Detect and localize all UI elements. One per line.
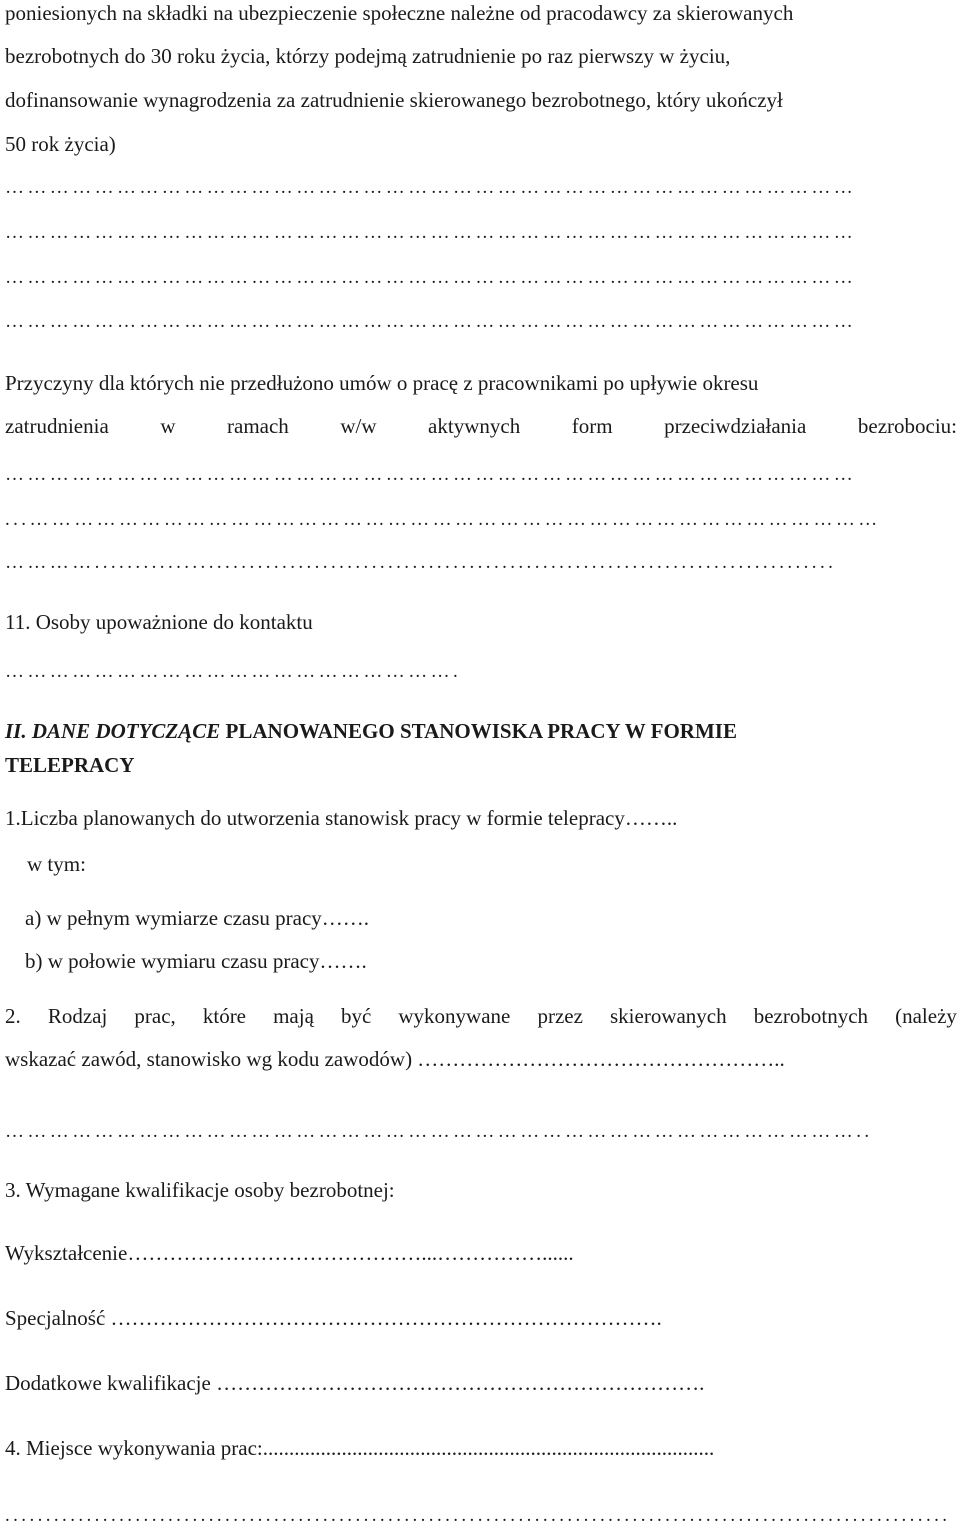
item-3: 3. Wymagane kwalifikacje osoby bezrobotnej: — [5, 1178, 395, 1202]
dotted-line-9: …………………………………………………………………………………………………….. — [5, 1122, 873, 1142]
reasons-word: przeciwdziałania — [664, 414, 807, 438]
section-2-heading-line-2: TELEPRACY — [5, 753, 135, 777]
item-2-word: przez — [537, 1004, 583, 1028]
reasons-word: w/w — [340, 414, 377, 438]
item-2-word: które — [202, 1004, 247, 1028]
item-1-a: a) w pełnym wymiarze czasu pracy……. — [25, 906, 370, 930]
dotted-line-10: .................................................................................................................... — [5, 1506, 951, 1526]
intro-line-4: 50 rok życia) — [5, 132, 116, 156]
dotted-line-2: …………………………………………………………………………………………………… — [5, 223, 857, 243]
intro-line-3: dofinansowanie wynagrodzenia za zatrudnienie skierowanego bezrobotnego, który ukończył — [5, 88, 783, 112]
item-1-wtym: w tym: — [27, 852, 86, 876]
intro-line-2: bezrobotnych do 30 roku życia, którzy podejmą zatrudnienie po raz pierwszy w życiu, — [5, 44, 731, 68]
reasons-word: zatrudnienia — [5, 414, 109, 438]
dotted-line-7: …………........................................................................................... — [5, 553, 837, 573]
reasons-word: form — [571, 414, 613, 438]
dotted-line-5: …………………………………………………………………………………………………… — [5, 465, 857, 485]
intro-line-1: poniesionych na składki na ubezpieczenie społeczne należne od pracodawcy za skierowanych — [5, 1, 794, 25]
item-3-additional: Dodatkowe kwalifikacje ……………………………………………………………. — [5, 1371, 705, 1395]
item-1-b: b) w połowie wymiaru czasu pracy……. — [25, 949, 367, 973]
dotted-line-4: …………………………………………………………………………………………………… — [5, 312, 857, 332]
item-2-word: bezrobotnych — [753, 1004, 869, 1028]
item-2-line-1 — [5, 1003, 957, 1029]
item-2-word: (należy — [895, 1004, 957, 1028]
dotted-line-3: …………………………………………………………………………………………………… — [5, 268, 857, 288]
item-2-word: wykonywane — [398, 1004, 511, 1028]
reasons-line-2 — [5, 413, 957, 439]
item-2-word: skierowanych — [610, 1004, 727, 1028]
section-11-label: 11. Osoby upoważnione do kontaktu — [5, 610, 313, 634]
dotted-line-6: ...…………………………………………………………………………………………………… — [5, 510, 881, 530]
item-2-word: mają — [273, 1004, 314, 1028]
item-2-word: 2. — [5, 1004, 21, 1028]
reasons-word: aktywnych — [428, 414, 521, 438]
dotted-line-1: …………………………………………………………………………………………………… — [5, 178, 857, 198]
dotted-line-8: ……………………………………………………. — [5, 662, 462, 682]
item-4: 4. Miejsce wykonywania prac:...................................................................................... — [5, 1436, 715, 1460]
reasons-word: w — [160, 414, 176, 438]
item-3-specialty: Specjalność ……………………………………………………………………. — [5, 1306, 662, 1330]
item-3-education: Wykształcenie……………………………………...……………...... — [5, 1241, 574, 1265]
section-2-heading — [5, 716, 737, 746]
reasons-word: bezrobociu: — [857, 414, 957, 438]
section-2-heading-rest: PLANOWANEGO STANOWISKA PRACY W FORMIE — [220, 719, 737, 743]
item-1: 1.Liczba planowanych do utworzenia stanowisk pracy w formie telepracy…….. — [5, 806, 678, 830]
item-2-line-2: wskazać zawód, stanowisko wg kodu zawodów) …………………………………………….. — [5, 1047, 785, 1071]
item-2-word: prac, — [134, 1004, 176, 1028]
item-2-word: Rodzaj — [47, 1004, 108, 1028]
section-2-heading-italic: II. DANE DOTYCZĄCE — [5, 719, 221, 743]
reasons-line-1: Przyczyny dla których nie przedłużono umów o pracę z pracownikami po upływie okresu — [5, 371, 759, 395]
reasons-word: ramach — [227, 414, 289, 438]
item-2-word: być — [340, 1004, 372, 1028]
